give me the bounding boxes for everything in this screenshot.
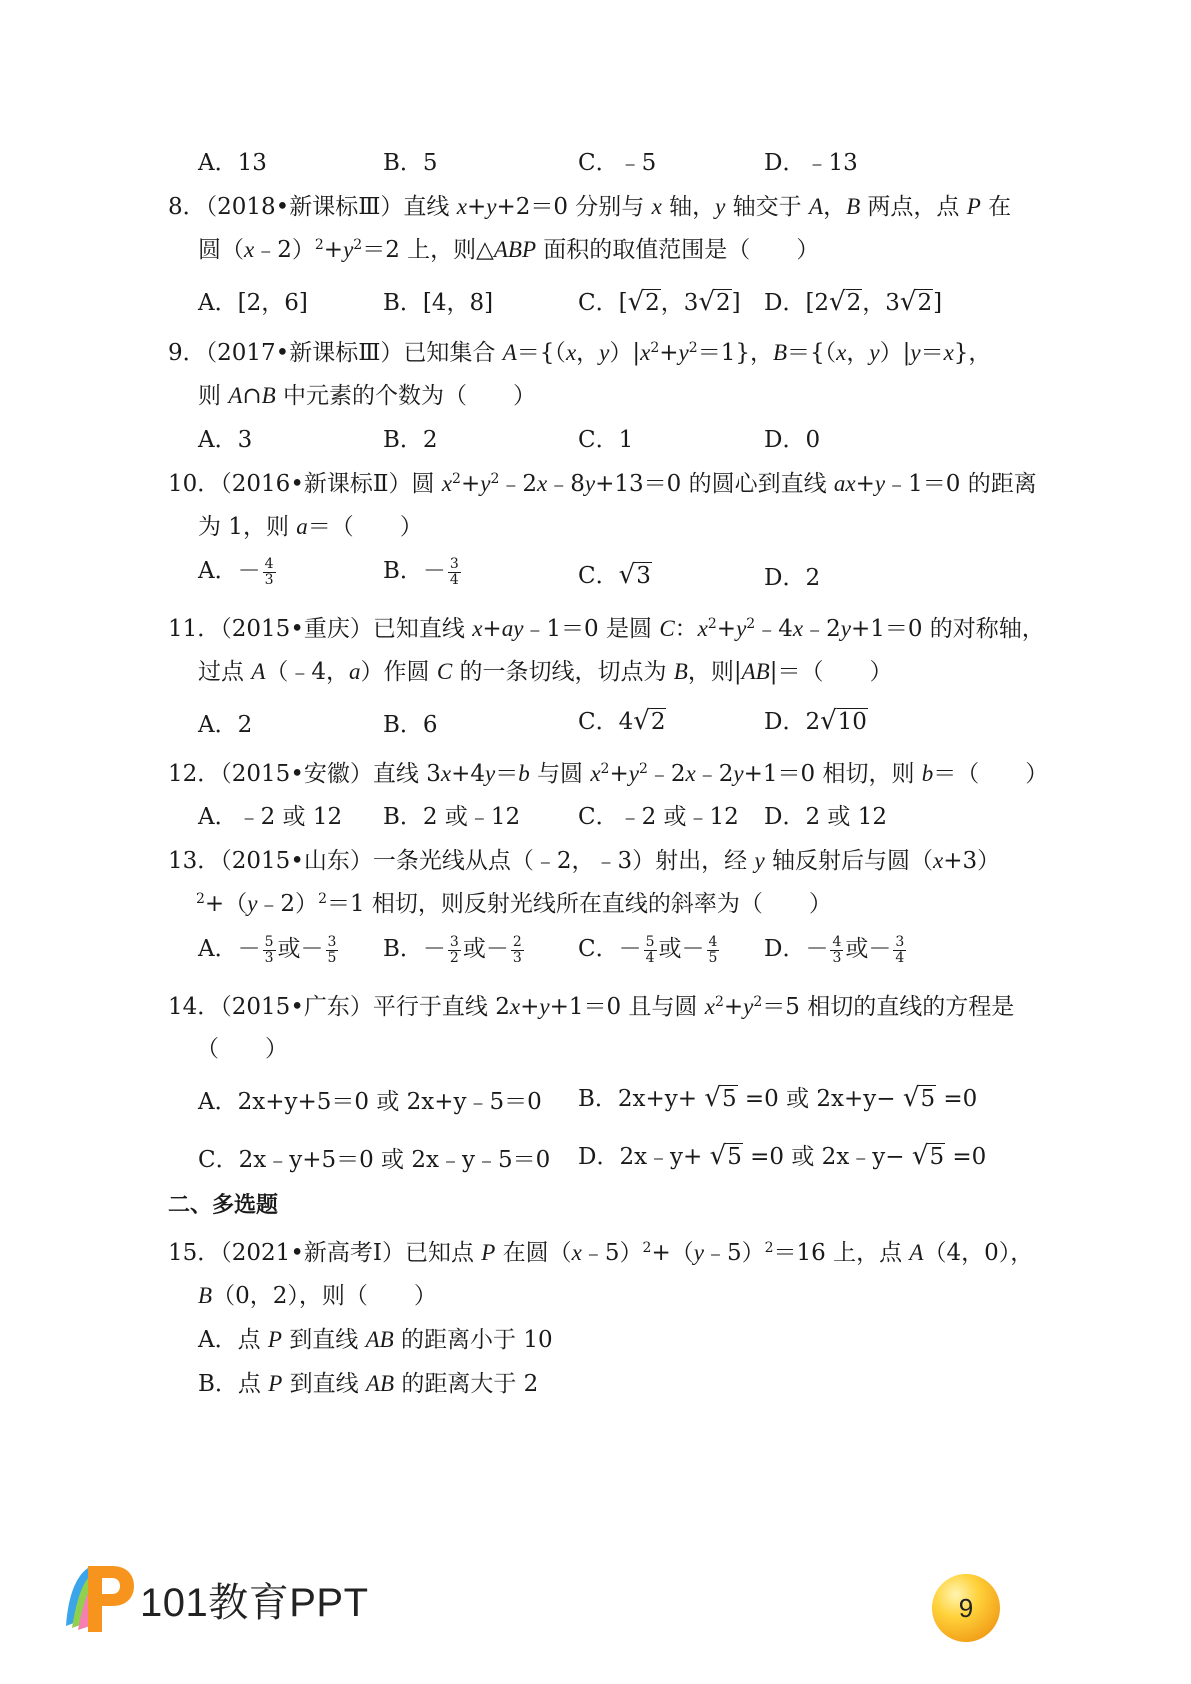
page-number-badge xyxy=(932,1574,1000,1642)
q9-line1: 9．（2017•新课标Ⅲ）已知集合 A＝{（x，$y)|x^2+y^2=1$}，B＝{（x，y）|y＝x}， xyxy=(168,340,992,366)
q13-option-c: C．－ $\frac{5}{4}$ 或－ $\frac{4}{5}$ xyxy=(578,933,718,966)
q7-option-c: C．﹣5 xyxy=(578,150,657,176)
q12-line1: 12．（2015•安徽）直线 3x+4y＝b 与圆 $x^2+y^2﹣2x﹣2y+1=0$ 相切，则 b＝（ ） xyxy=(168,761,1049,787)
q12-option-a: A．﹣2 或 12 xyxy=(198,804,343,830)
q9-option-b: B．2 xyxy=(383,427,438,453)
q11-line2: 过点 A（﹣4，a）作圆 C 的一条切线，切点为 B，则|AB|＝（ ） xyxy=(198,659,893,685)
q13-option-d: D．－ $\frac{4}{3}$ 或－ $\frac{3}{4}$ xyxy=(764,933,905,966)
q10-line1: 10．（2016•新课标Ⅱ）圆 $x^2+y^2﹣2x﹣8y+13=0$ 的圆心到直线 ax+y﹣1＝0 的距离 xyxy=(168,471,1037,497)
page-number: 9 xyxy=(958,1592,974,1623)
q13-option-a: A．－ $\frac{5}{3}$ 或－ $\frac{3}{5}$ xyxy=(198,933,337,966)
q13-option-b: B．－ $\frac{3}{2}$ 或－ $\frac{2}{3}$ xyxy=(383,933,522,966)
q10-option-c: C．√3 xyxy=(578,560,651,590)
q7-option-d: D．﹣13 xyxy=(764,150,858,176)
q15-option-a: A．点 P 到直线 AB 的距离小于 10 xyxy=(198,1327,553,1353)
q8-option-c: C．[√2，3√2] xyxy=(578,287,741,317)
q8-option-a: A．[2，6] xyxy=(198,290,308,316)
q11-option-c: C．4√2 xyxy=(578,706,666,736)
q11-line1: 11．（2015•重庆）已知直线 x+ay﹣1＝0 是圆 C：$x^2+y^2﹣4x﹣2y+1=0$ 的对称轴， xyxy=(168,616,1045,642)
brand-name: 101教育PPT xyxy=(140,1581,369,1625)
q14-line1: 14．（2015•广东）平行于直线 2x+y+1＝0 且与圆 $x^2+y^2=5$ 相切的直线的方程是 xyxy=(168,994,1015,1020)
q11-option-b: B．6 xyxy=(383,712,438,738)
q7-option-a: A．13 xyxy=(198,150,267,176)
q9-option-c: C．1 xyxy=(578,427,634,453)
q13-line2: $^2$+（y﹣2）$^2$＝1 相切，则反射光线所在直线的斜率为（ ） xyxy=(196,891,832,917)
q13-line1: 13．（2015•山东）一条光线从点（﹣2，﹣3）射出，经 y 轴反射后与圆（x+3） xyxy=(168,848,1001,874)
q10-line2: 为 1，则 a＝（ ） xyxy=(198,514,423,540)
q14-option-c: C．2x﹣y+5＝0 或 2x﹣y﹣5＝0 xyxy=(198,1147,551,1173)
q9-option-a: A．3 xyxy=(198,427,253,453)
q14-line2: （ ） xyxy=(196,1036,288,1062)
q12-option-c: C．﹣2 或﹣12 xyxy=(578,804,739,830)
q9-option-d: D．0 xyxy=(764,427,821,453)
section-title-multiple-choice: 二、多选题 xyxy=(168,1193,279,1218)
q11-option-a: A．2 xyxy=(198,712,253,738)
q15-option-b: B．点 P 到直线 AB 的距离大于 2 xyxy=(198,1371,539,1397)
q11-option-d: D．2√10 xyxy=(764,706,867,736)
brand-logo-icon xyxy=(58,1556,138,1636)
q14-option-a: A．2x+y+5＝0 或 2x+y﹣5＝0 xyxy=(198,1089,542,1115)
q8-option-d: D．[2√2，3√2] xyxy=(764,287,943,317)
q8-line1: 8．（2018•新课标Ⅲ）直线 x+y+2＝0 分别与 x 轴，y 轴交于 A，B 两点，点 P 在 xyxy=(168,194,1012,220)
brand-logo xyxy=(58,1556,138,1642)
q15-line2: B（0，2），则（ ） xyxy=(198,1283,437,1309)
q8-option-b: B．[4，8] xyxy=(383,290,494,316)
q14-option-d: D．2x﹣y+ √5 =0 或 2x﹣y− √5 =0 xyxy=(578,1141,987,1171)
q9-line2: 则 A∩B 中元素的个数为（ ） xyxy=(198,383,537,409)
q8-line2: 圆$(x﹣2)^2+y^2=2$ 上，则△ABP 面积的取值范围是（ ） xyxy=(198,237,820,263)
q10-option-a: A．－ $\frac{4}{3}$ xyxy=(198,555,274,588)
q10-option-b: B．－ $\frac{3}{4}$ xyxy=(383,555,459,588)
q10-option-d: D．2 xyxy=(764,565,821,591)
q15-line1: 15．（2021•新高考Ⅰ）已知点 P 在圆（x﹣5）$^2$+（y﹣5）$^2$＝16 上，点 A（4，0）， xyxy=(168,1240,1034,1266)
q12-option-b: B．2 或﹣12 xyxy=(383,804,521,830)
q12-option-d: D．2 或 12 xyxy=(764,804,887,830)
q7-option-b: B．5 xyxy=(383,150,438,176)
q14-option-b: B．2x+y+ √5 =0 或 2x+y− √5 =0 xyxy=(578,1083,978,1113)
